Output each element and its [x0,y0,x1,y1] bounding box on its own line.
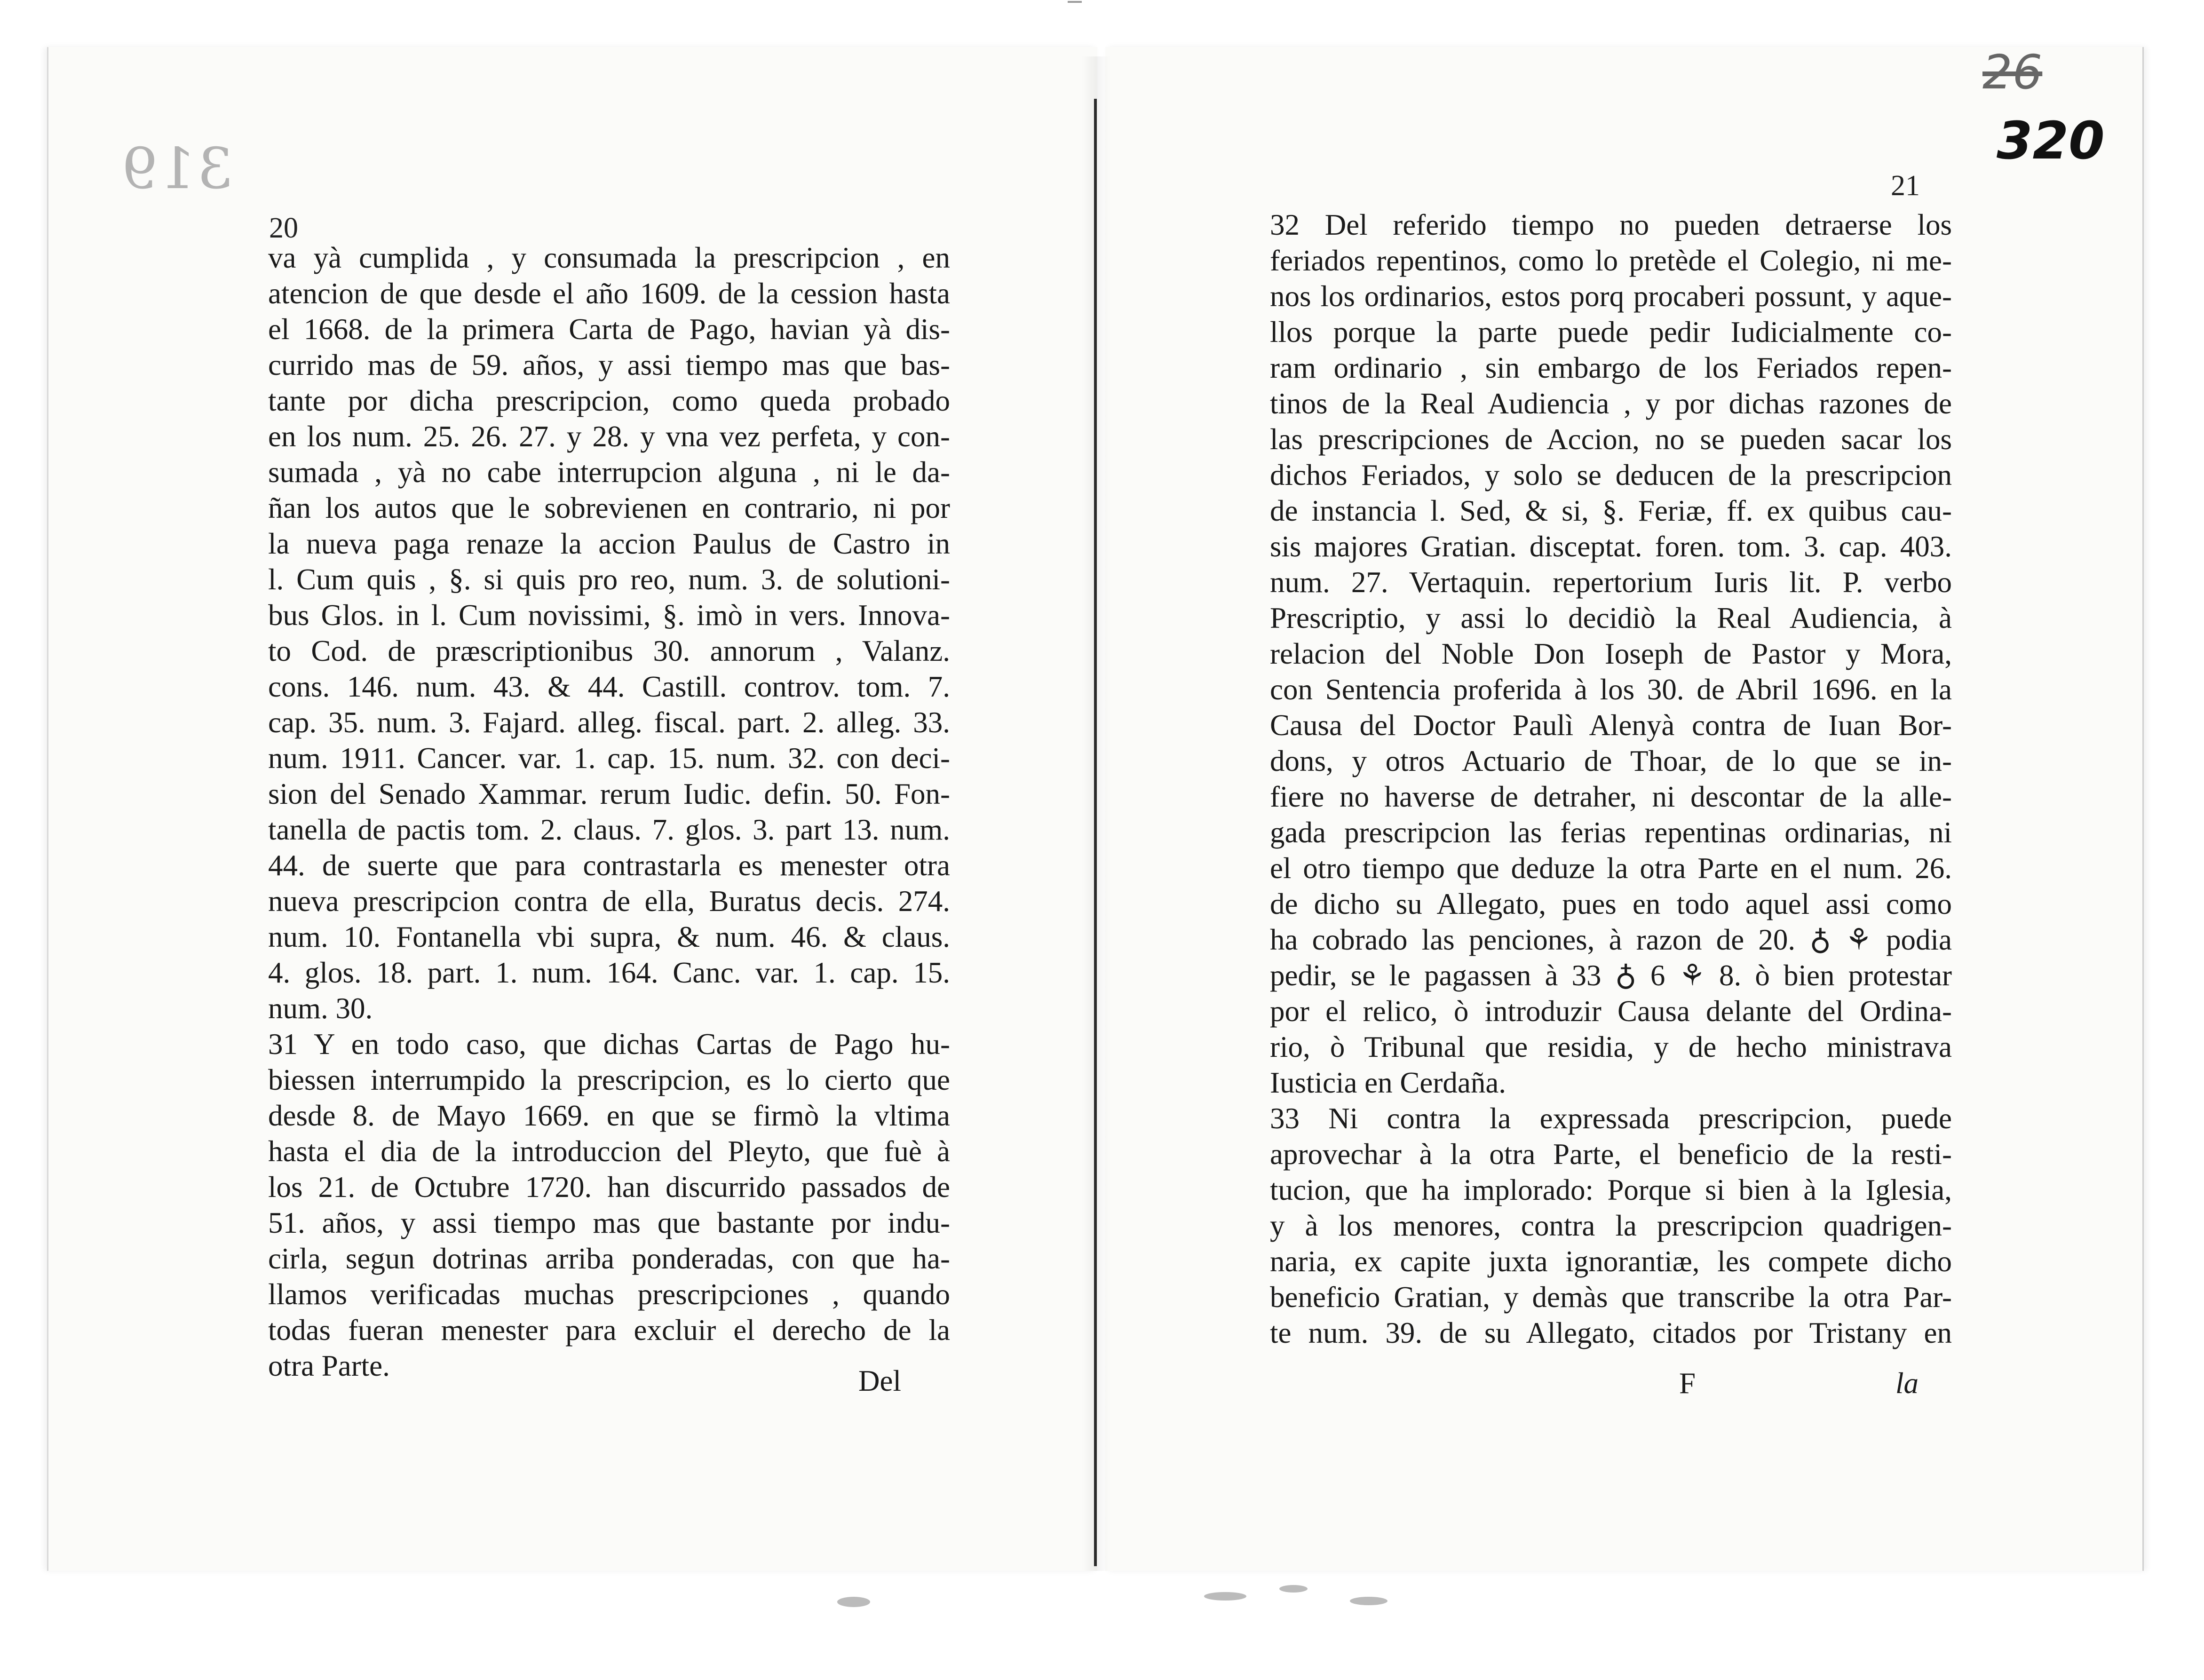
left-page-number: 20 [269,212,298,244]
text-line: biessen interrumpido la prescripcion, es lo cierto que [268,1063,950,1096]
text-line: sumada , yà no cabe interrupcion alguna , ni le da- [268,456,950,489]
text-line: beneficio Gratian, y demàs que transcribe la otra Par- [1270,1281,1952,1314]
text-line: las prescripciones de Accion, no se pueden sacar los [1270,423,1952,456]
text-line: desde 8. de Mayo 1669. en que se firmò la vltima [268,1099,950,1132]
text-line: otra Parte. [268,1349,390,1382]
text-line: sion del Senado Xammar. rerum Iudic. defin. 50. Fon- [268,777,950,810]
text-line: ram ordinario , sin embargo de los Feriados repen- [1270,351,1952,384]
text-line: va yà cumplida , y consumada la prescripcion , en [268,241,950,274]
text-line: fiere no haverse de detraher, ni descontar de la alle- [1270,780,1952,813]
text-line: atencion de que desde el año 1609. de la cession hasta [268,277,950,310]
text-line: 33 Ni contra la expressada prescripcion, puede [1270,1102,1952,1135]
text-line: 32 Del referido tiempo no pueden detraerse los [1270,208,1952,241]
text-line: llos porque la parte puede pedir Iudicialmente co- [1270,316,1952,349]
text-line: tucion, que ha implorado: Porque si bien à la Iglesia, [1270,1173,1952,1206]
left-text-column [268,240,950,1384]
text-line: con Sentencia proferida à los 30. de Abril 1696. en la [1270,673,1952,706]
text-line: los 21. de Octubre 1720. han discurrido passados de [268,1171,950,1204]
text-line: hasta el dia de la introduccion del Pleyto, que fuè à [268,1135,950,1168]
text-line: cap. 35. num. 3. Fajard. alleg. fiscal. part. 2. alleg. 33. [268,706,950,739]
text-line: 4. glos. 18. part. 1. num. 164. Canc. var. 1. cap. 15. [268,956,950,989]
text-line: l. Cum quis , §. si quis pro reo, num. 3. de solutioni- [268,563,950,596]
text-line: en los num. 25. 26. 27. y 28. y vna vez perfeta, y con- [268,420,950,453]
text-line: ha cobrado las penciones, à razon de 20. ♁ ⚘ podia [1270,923,1952,956]
text-line: ñan los autos que le sobrevienen en contrario, ni por [268,491,950,524]
left-catchword: Del [858,1364,901,1397]
text-line: dons, y otros Actuario de Thoar, de lo que se in- [1270,745,1952,777]
text-line: cons. 146. num. 43. & 44. Castill. controv. tom. 7. [268,670,950,703]
text-line: te num. 39. de su Allegato, citados por Tristany en [1270,1316,1952,1349]
left-pencil-folio: 319 [120,136,234,202]
text-line: feriados repentinos, como lo pretède el Colegio, ni me- [1270,244,1952,277]
text-line: bus Glos. in l. Cum novissimi, §. imò in vers. Innova- [268,599,950,632]
text-line: gada prescripcion las ferias repentinas ordinarias, ni [1270,816,1952,849]
paper-stain [1350,1597,1387,1605]
text-line: Iusticia en Cerdaña. [1270,1066,1506,1099]
text-line: 44. de suerte que para contrastarla es menester otra [268,849,950,882]
right-old-folio: 26 [1982,45,2043,100]
right-signature-mark: F [1679,1367,1696,1400]
text-line: 51. años, y assi tiempo mas que bastante por indu- [268,1206,950,1239]
right-page-number: 21 [1891,170,1920,202]
text-line: tanella de pactis tom. 2. claus. 7. glos. 3. part 13. num. [268,813,950,846]
text-line: tante por dicha prescripcion, como queda probado [268,384,950,417]
text-line: todas fueran menester para excluir el derecho de la [268,1314,950,1347]
paper-stain [837,1597,870,1607]
text-line: dichos Feriados, y solo se deducen de la prescripcion [1270,459,1952,491]
text-line: y à los menores, contra la prescripcion quadrigen- [1270,1209,1952,1242]
text-line: Causa del Doctor Paulì Alenyà contra de Iuan Bor- [1270,709,1952,742]
right-catchword: la [1895,1367,1919,1400]
text-line: num. 30. [268,992,373,1025]
right-folio: 320 [1997,111,2105,171]
text-line: pedir, se le pagassen à 33 ♁ 6 ⚘ 8. ò bien protestar [1270,959,1952,992]
text-line: rio, ò Tribunal que residia, y de hecho ministrava [1270,1030,1952,1063]
text-line: nueva prescripcion contra de ella, Buratus decis. 274. [268,885,950,918]
text-line: to Cod. de præscriptionibus 30. annorum , Valanz. [268,634,950,667]
text-line: num. 1911. Cancer. var. 1. cap. 15. num. 32. con deci- [268,742,950,775]
text-line: currido mas de 59. años, y assi tiempo mas que bas- [268,349,950,381]
text-line: sis majores Gratian. disceptat. foren. tom. 3. cap. 403. [1270,530,1952,563]
text-line: tinos de la Real Audiencia , y por dichas razones de [1270,387,1952,420]
right-text-column [1270,207,1952,1351]
text-line: el otro tiempo que deduze la otra Parte en el num. 26. [1270,852,1952,885]
paper-stain [1279,1585,1308,1593]
top-mark [1068,1,1082,3]
text-line: aprovechar à la otra Parte, el beneficio de la resti- [1270,1138,1952,1171]
text-line: cirla, segun dotrinas arriba ponderadas, con que ha- [268,1242,950,1275]
text-line: de instancia l. Sed, & si, §. Feriæ, ff. ex quibus cau- [1270,494,1952,527]
text-line: naria, ex capite juxta ignorantiæ, les compete dicho [1270,1245,1952,1278]
text-line: num. 10. Fontanella vbi supra, & num. 46. & claus. [268,920,950,953]
text-line: nos los ordinarios, estos porq procaberi possunt, y aque- [1270,280,1952,313]
text-line: por el relico, ò introduzir Causa delante del Ordina- [1270,995,1952,1028]
text-line: de dicho su Allegato, pues en todo aquel assi como [1270,888,1952,920]
text-line: relacion del Noble Don Ioseph de Pastor y Mora, [1270,637,1952,670]
paper-stain [1204,1592,1246,1601]
text-line: Prescriptio, y assi lo decidiò la Real Audiencia, à [1270,602,1952,634]
text-line: llamos verificadas muchas prescripciones , quando [268,1278,950,1311]
text-line: 31 Y en todo caso, que dichas Cartas de Pago hu- [268,1028,950,1061]
text-line: num. 27. Vertaquin. repertorium Iuris lit. P. verbo [1270,566,1952,599]
text-line: el 1668. de la primera Carta de Pago, havian yà dis- [268,313,950,346]
text-line: la nueva paga renaze la accion Paulus de Castro in [268,527,950,560]
book-gutter [1094,99,1097,1566]
